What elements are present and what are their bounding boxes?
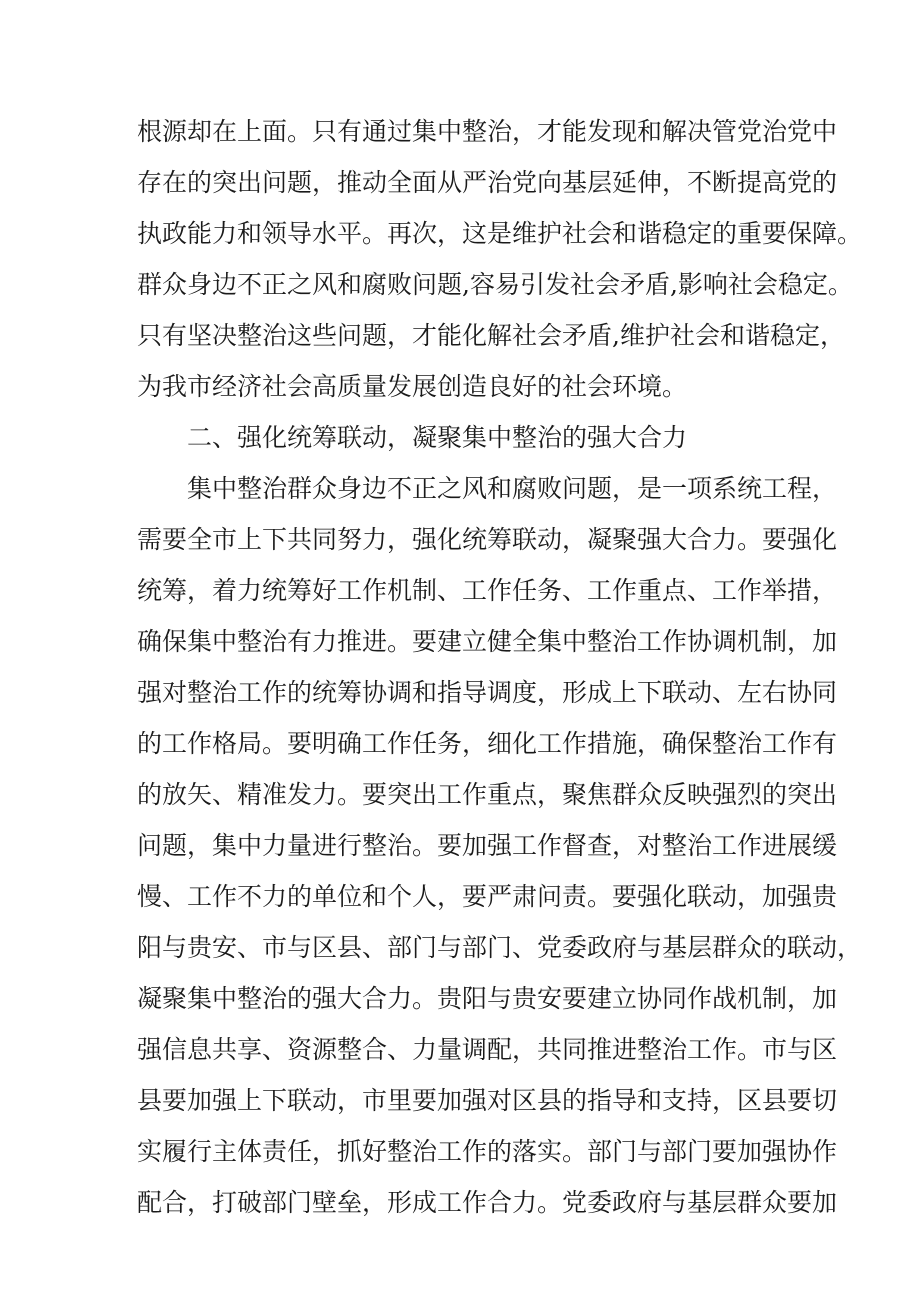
text-line: 强对整治工作的统筹协调和指导调度，形成上下联动、左右协同: [137, 678, 838, 707]
text-line: 慢、工作不力的单位和个人，要严肃问责。要强化联动，加强贵: [137, 882, 838, 911]
text-line: 凝聚集中整治的强大合力。贵阳与贵安要建立协同作战机制，加: [137, 984, 838, 1013]
text-line: 只有坚决整治这些问题，才能化解社会矛盾,维护社会和谐稳定，: [137, 321, 845, 350]
text-line: 的放矢、精准发力。要突出工作重点，聚焦群众反映强烈的突出: [137, 780, 838, 809]
text-line: 的工作格局。要明确工作任务，细化工作措施，确保整治工作有: [137, 729, 838, 758]
text-line: 配合，打破部门壁垒，形成工作合力。党委政府与基层群众要加: [137, 1188, 838, 1217]
text-line: 为我市经济社会高质量发展创造良好的社会环境。: [137, 372, 688, 401]
text-line: 县要加强上下联动，市里要加强对区县的指导和支持，区县要切: [137, 1086, 838, 1115]
text-line: 存在的突出问题，推动全面从严治党向基层延伸，不断提高党的: [137, 168, 838, 197]
text-line: 需要全市上下共同努力，强化统筹联动，凝聚强大合力。要强化: [137, 525, 838, 554]
text-line: 执政能力和领导水平。再次，这是维护社会和谐稳定的重要保障。: [137, 219, 863, 248]
text-line: 群众身边不正之风和腐败问题,容易引发社会矛盾,影响社会稳定。: [137, 270, 853, 299]
text-line: 根源却在上面。只有通过集中整治，才能发现和解决管党治党中: [137, 117, 838, 146]
section-heading: 二、强化统筹联动，凝聚集中整治的强大合力: [187, 423, 688, 452]
text-line: 实履行主体责任，抓好整治工作的落实。部门与部门要加强协作: [137, 1137, 838, 1166]
text-line: 强信息共享、资源整合、力量调配，共同推进整治工作。市与区: [137, 1035, 838, 1064]
text-line: 确保集中整治有力推进。要建立健全集中整治工作协调机制，加: [137, 627, 838, 656]
text-line: 问题，集中力量进行整治。要加强工作督查，对整治工作进展缓: [137, 831, 838, 860]
text-line: 阳与贵安、市与区县、部门与部门、党委政府与基层群众的联动，: [137, 933, 863, 962]
text-line: 统筹，着力统筹好工作机制、工作任务、工作重点、工作举措，: [137, 576, 838, 605]
text-line: 集中整治群众身边不正之风和腐败问题，是一项系统工程，: [187, 474, 838, 503]
